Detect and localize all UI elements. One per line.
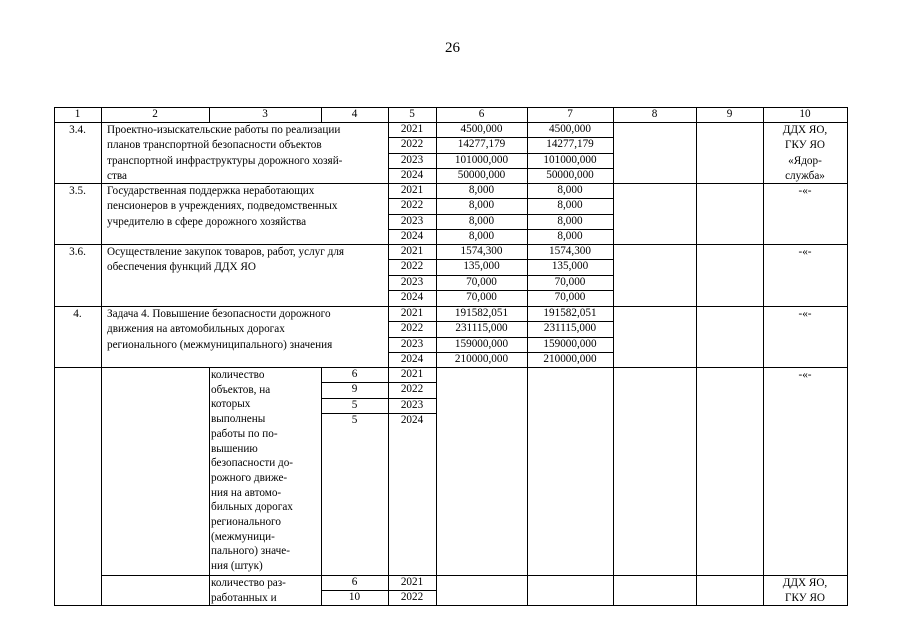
value-cell: 50000,000 bbox=[546, 168, 594, 181]
value-cell: 8,000 bbox=[557, 199, 583, 212]
row-col-rule bbox=[847, 183, 848, 245]
indicator-col-rule bbox=[101, 367, 102, 576]
row-rule bbox=[54, 367, 848, 368]
indicator-label: безопасности до- bbox=[211, 457, 294, 470]
indicator-label: рожного движе- bbox=[211, 471, 288, 484]
row-name: Государственная поддержка неработающих bbox=[107, 185, 315, 197]
header-cell: 7 bbox=[567, 108, 573, 120]
indicator-year: 2024 bbox=[400, 413, 424, 426]
year-cell: 2021 bbox=[400, 184, 424, 196]
indicator-col-rule bbox=[527, 367, 528, 576]
value-cell: 70,000 bbox=[554, 275, 586, 288]
value-cell: 8,000 bbox=[468, 184, 495, 196]
executor-cell: служба» bbox=[785, 169, 825, 182]
year-cell: 2022 bbox=[400, 138, 424, 151]
value-cell: 8,000 bbox=[468, 214, 495, 227]
row-name: учредителю в сфере дорожного хозяйства bbox=[107, 215, 307, 228]
year-cell: 2022 bbox=[400, 260, 424, 273]
year-cell: 2022 bbox=[400, 322, 424, 335]
value-cell: 1574,300 bbox=[460, 245, 503, 257]
value-cell: 135,000 bbox=[463, 260, 500, 273]
year-cell: 2024 bbox=[400, 352, 424, 365]
row-name: регионального (межмуниципального) значения bbox=[107, 338, 333, 351]
indicator-col-rule bbox=[209, 367, 210, 576]
value-cell: 4500,000 bbox=[549, 123, 591, 135]
indicator-label: (межмуници- bbox=[211, 530, 275, 543]
year-cell: 2022 bbox=[400, 199, 424, 212]
executor-cell: ДДХ ЯО, bbox=[782, 124, 828, 136]
indicator-col-rule bbox=[847, 575, 848, 606]
indicator-label: регионального bbox=[211, 516, 281, 528]
indicator-col-rule bbox=[613, 367, 614, 576]
row-col-rule bbox=[696, 183, 697, 245]
indicator-value: 5 bbox=[351, 413, 358, 426]
indicator-col-rule bbox=[527, 575, 528, 606]
row-name: обеспечения функций ДДХ ЯО bbox=[107, 261, 256, 274]
header-col-rule bbox=[847, 107, 848, 123]
executor-cell: -«- bbox=[798, 246, 812, 258]
indicator-col-rule bbox=[696, 575, 697, 606]
header-cell: 8 bbox=[651, 108, 658, 120]
row-col-rule bbox=[847, 244, 848, 307]
indicator-col-rule bbox=[54, 575, 55, 606]
indicator-year: 2021 bbox=[400, 576, 424, 588]
indicator-label: объектов, на bbox=[211, 383, 271, 396]
value-cell: 8,000 bbox=[468, 229, 495, 242]
year-cell: 2021 bbox=[400, 245, 424, 257]
value-cell: 231115,000 bbox=[543, 322, 597, 335]
row-col-rule bbox=[101, 183, 102, 245]
value-cell: 70,000 bbox=[554, 290, 586, 303]
row-col-rule bbox=[101, 306, 102, 368]
indicator-label: вышению bbox=[211, 442, 258, 455]
value-cell: 210000,000 bbox=[543, 352, 597, 365]
indicator-col-rule bbox=[54, 367, 55, 576]
indicator-rule bbox=[101, 575, 848, 576]
row-name: ства bbox=[107, 169, 127, 182]
indicator-value: 10 bbox=[348, 591, 361, 603]
indicator-value: 6 bbox=[351, 368, 358, 380]
value-cell: 135,000 bbox=[551, 260, 589, 273]
indicator-col-rule bbox=[847, 367, 848, 576]
indicator-label: ния (штук) bbox=[211, 560, 263, 573]
indicator-label: количество bbox=[211, 369, 265, 381]
header-cell: 1 bbox=[74, 108, 81, 120]
indicator-value: 9 bbox=[351, 383, 358, 396]
row-col-rule bbox=[696, 306, 697, 368]
indicator-label: работанных и bbox=[211, 592, 277, 604]
header-cell: 10 bbox=[799, 108, 811, 120]
year-cell: 2021 bbox=[400, 307, 424, 319]
header-cell: 6 bbox=[478, 108, 485, 120]
indicator-col-rule bbox=[763, 367, 764, 576]
indicator-year: 2022 bbox=[400, 383, 424, 396]
page-number: 26 bbox=[445, 40, 460, 56]
value-cell: 8,000 bbox=[557, 214, 583, 227]
value-cell: 1574,300 bbox=[549, 245, 591, 257]
executor-cell: «Ядор- bbox=[788, 154, 822, 167]
row-col-rule bbox=[101, 122, 102, 184]
header-cell: 9 bbox=[726, 108, 733, 120]
year-cell: 2023 bbox=[400, 337, 424, 350]
value-cell: 8,000 bbox=[468, 199, 495, 212]
year-cell: 2024 bbox=[400, 168, 424, 181]
row-name: планов транспортной безопасности объектов bbox=[107, 139, 322, 152]
indicator-col-rule bbox=[101, 575, 102, 606]
year-cell: 2021 bbox=[400, 123, 424, 135]
indicator-label: работы по по- bbox=[211, 427, 278, 440]
value-cell: 70,000 bbox=[466, 290, 497, 303]
indicator-label: бильных дорогах bbox=[211, 501, 293, 514]
year-cell: 2024 bbox=[400, 290, 424, 303]
indicator-label: пального) значе- bbox=[211, 545, 290, 558]
year-cell: 2024 bbox=[400, 229, 424, 242]
row-col-rule bbox=[696, 122, 697, 184]
year-cell: 2023 bbox=[400, 214, 424, 227]
row-col-rule bbox=[847, 122, 848, 184]
indicator-col-rule bbox=[696, 367, 697, 576]
executor-cell: ГКУ ЯО bbox=[785, 139, 825, 152]
row-number: 3.6. bbox=[69, 246, 86, 258]
row-col-rule bbox=[696, 244, 697, 307]
year-cell: 2023 bbox=[400, 153, 424, 166]
value-cell: 70,000 bbox=[466, 275, 497, 288]
indicator-year: 2022 bbox=[400, 591, 424, 603]
value-cell: 231115,000 bbox=[455, 322, 508, 335]
executor-cell: -«- bbox=[798, 369, 812, 381]
executor-cell: ГКУ ЯО bbox=[785, 592, 825, 604]
indicator-label: ния на автомо- bbox=[211, 486, 282, 499]
indicator-year: 2021 bbox=[400, 368, 424, 380]
value-cell: 14277,179 bbox=[457, 138, 506, 151]
row-number: 4. bbox=[73, 308, 82, 320]
executor-cell: ДДХ ЯО, bbox=[782, 577, 828, 589]
value-cell: 159000,000 bbox=[454, 337, 509, 350]
indicator-value: 6 bbox=[351, 576, 358, 588]
value-cell: 8,000 bbox=[557, 184, 583, 196]
value-cell: 101000,000 bbox=[454, 153, 509, 166]
row-name: Проектно-изыскательские работы по реализации bbox=[107, 124, 341, 136]
value-cell: 4500,000 bbox=[460, 123, 503, 135]
executor-cell: -«- bbox=[798, 308, 812, 320]
value-cell: 101000,000 bbox=[543, 153, 597, 166]
indicator-col-rule bbox=[613, 575, 614, 606]
table-bottom-rule bbox=[54, 605, 848, 606]
indicator-label: количество раз- bbox=[211, 577, 286, 589]
row-col-rule bbox=[847, 306, 848, 368]
value-cell: 191582,051 bbox=[543, 307, 597, 319]
value-cell: 8,000 bbox=[557, 229, 583, 242]
value-cell: 14277,179 bbox=[546, 138, 594, 151]
header-cell: 4 bbox=[351, 108, 358, 120]
indicator-year: 2023 bbox=[400, 398, 424, 411]
indicator-col-rule bbox=[209, 575, 210, 606]
row-name: транспортной инфраструктуры дорожного хозяй- bbox=[107, 154, 343, 167]
row-name: Осуществление закупок товаров, работ, услуг для bbox=[107, 246, 345, 258]
value-cell: 191582,051 bbox=[454, 307, 509, 319]
header-cell: 3 bbox=[262, 108, 268, 120]
header-cell: 5 bbox=[409, 108, 415, 120]
header-cell: 2 bbox=[152, 108, 158, 120]
row-name: пенсионеров в учреждениях, подведомственных bbox=[107, 200, 338, 213]
value-cell: 50000,000 bbox=[457, 168, 506, 181]
row-name: Задача 4. Повышение безопасности дорожного bbox=[107, 308, 331, 320]
row-number: 3.4. bbox=[69, 124, 86, 136]
row-number: 3.5. bbox=[69, 185, 86, 197]
value-cell: 210000,000 bbox=[454, 352, 509, 365]
indicator-label: которых bbox=[211, 398, 251, 411]
value-cell: 159000,000 bbox=[543, 337, 597, 350]
executor-cell: -«- bbox=[798, 185, 812, 197]
indicator-label: выполнены bbox=[211, 413, 266, 426]
row-name: движения на автомобильных дорогах bbox=[107, 323, 285, 336]
row-col-rule bbox=[101, 244, 102, 307]
indicator-value: 5 bbox=[351, 398, 358, 411]
year-cell: 2023 bbox=[400, 275, 424, 288]
